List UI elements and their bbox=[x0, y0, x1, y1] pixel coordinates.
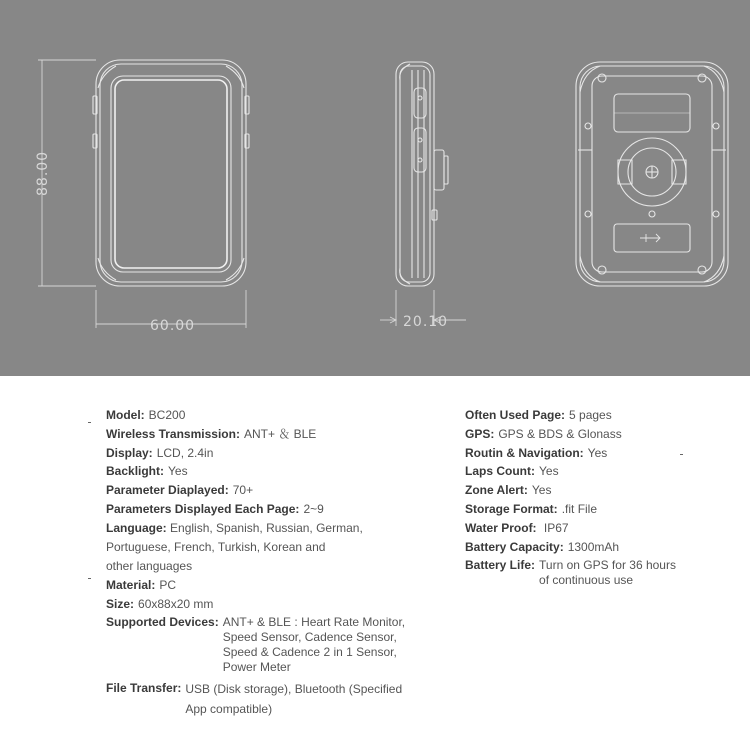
spec-key: Display: bbox=[106, 445, 153, 460]
spec-key: Wireless Transmission: bbox=[106, 426, 240, 441]
spec-row-parameters bbox=[106, 481, 416, 500]
spec-row-battery-life bbox=[465, 556, 715, 588]
spec-value: 1300mAh bbox=[567, 539, 620, 554]
spec-row-laps-count bbox=[465, 462, 715, 481]
spec-key: Battery Capacity: bbox=[465, 539, 564, 554]
spec-row-parameters-per-page bbox=[106, 500, 416, 519]
back-view bbox=[576, 62, 728, 286]
spec-row-size bbox=[106, 595, 416, 614]
spec-key: Language: bbox=[106, 520, 167, 535]
spec-value: English, Spanish, Russian, German, Portuguese, French, Turkish, Korean and other languages bbox=[106, 520, 363, 573]
spec-value: 2~9 bbox=[303, 501, 324, 516]
front-view bbox=[93, 60, 249, 286]
spec-key: Laps Count: bbox=[465, 464, 535, 479]
height-dimension bbox=[38, 60, 246, 328]
spec-row-gps bbox=[465, 425, 715, 444]
spec-row-file-transfer bbox=[106, 679, 416, 719]
spec-value: IP67 bbox=[540, 520, 569, 535]
spec-row-model bbox=[106, 406, 416, 425]
spec-key: Water Proof: bbox=[465, 520, 537, 535]
spec-row-water-proof bbox=[465, 519, 715, 538]
spec-key: Storage Format: bbox=[465, 501, 558, 516]
depth-dimension-label: 20.10 bbox=[403, 314, 449, 330]
spec-key: Size: bbox=[106, 596, 135, 611]
spec-row-display bbox=[106, 444, 416, 463]
spec-key: Model: bbox=[106, 408, 145, 422]
spec-key: File Transfer: bbox=[106, 681, 182, 696]
spec-value: ANT+ ＆ BLE bbox=[243, 426, 317, 441]
spec-row-navigation bbox=[465, 444, 715, 463]
spec-row-battery-capacity bbox=[465, 538, 715, 557]
spec-value: PC bbox=[159, 577, 177, 592]
spec-value: Turn on GPS for 36 hours of continuous use bbox=[539, 558, 676, 588]
spec-value: .fit File bbox=[561, 501, 598, 516]
spec-value: BC200 bbox=[148, 408, 186, 422]
spec-key: Parameters Displayed Each Page: bbox=[106, 501, 300, 516]
spec-row-often-used-page bbox=[465, 406, 715, 425]
spec-value: 5 pages bbox=[569, 408, 612, 422]
decorative-tick bbox=[88, 422, 91, 423]
spec-key: Supported Devices: bbox=[106, 615, 219, 630]
spec-key: Often Used Page: bbox=[465, 408, 566, 422]
spec-row-material bbox=[106, 576, 416, 595]
spec-value: Yes bbox=[587, 445, 608, 460]
spec-value: ANT+ & BLE : Heart Rate Monitor, Speed Sensor, Cadence Sensor, Speed & Cadence 2 in 1 Sensor, Power Meter bbox=[222, 615, 406, 675]
spec-row-backlight bbox=[106, 462, 416, 481]
decorative-tick bbox=[88, 578, 91, 579]
spec-value: LCD, 2.4in bbox=[156, 445, 214, 460]
spec-key: Routin & Navigation: bbox=[465, 445, 584, 460]
width-dimension-label: 60.00 bbox=[150, 318, 196, 334]
spec-key: GPS: bbox=[465, 426, 495, 441]
specs-column-left bbox=[106, 406, 416, 719]
spec-value: 70+ bbox=[232, 483, 254, 498]
spec-row-zone-alert bbox=[465, 481, 715, 500]
spec-key: Zone Alert: bbox=[465, 483, 528, 498]
spec-row-storage-format bbox=[465, 500, 715, 519]
spec-value: USB (Disk storage), Bluetooth (Specified App compatible) bbox=[185, 682, 403, 717]
spec-value: Yes bbox=[539, 464, 559, 479]
height-dimension-label: 88.00 bbox=[35, 150, 51, 196]
spec-key: Parameter Diaplayed: bbox=[106, 483, 229, 498]
specs-column-right bbox=[465, 406, 715, 588]
spec-value: GPS & BDS & Glonass bbox=[498, 426, 622, 441]
spec-row-wireless bbox=[106, 425, 416, 444]
spec-key: Material: bbox=[106, 577, 156, 592]
spec-row-language bbox=[106, 519, 416, 576]
spec-value: Yes bbox=[168, 464, 188, 479]
spec-value: Yes bbox=[531, 483, 552, 498]
spec-row-supported-devices bbox=[106, 613, 416, 675]
spec-key: Backlight: bbox=[106, 464, 165, 479]
spec-key: Battery Life: bbox=[465, 558, 536, 573]
side-view bbox=[396, 62, 448, 286]
spec-value: 60x88x20 mm bbox=[138, 596, 214, 611]
